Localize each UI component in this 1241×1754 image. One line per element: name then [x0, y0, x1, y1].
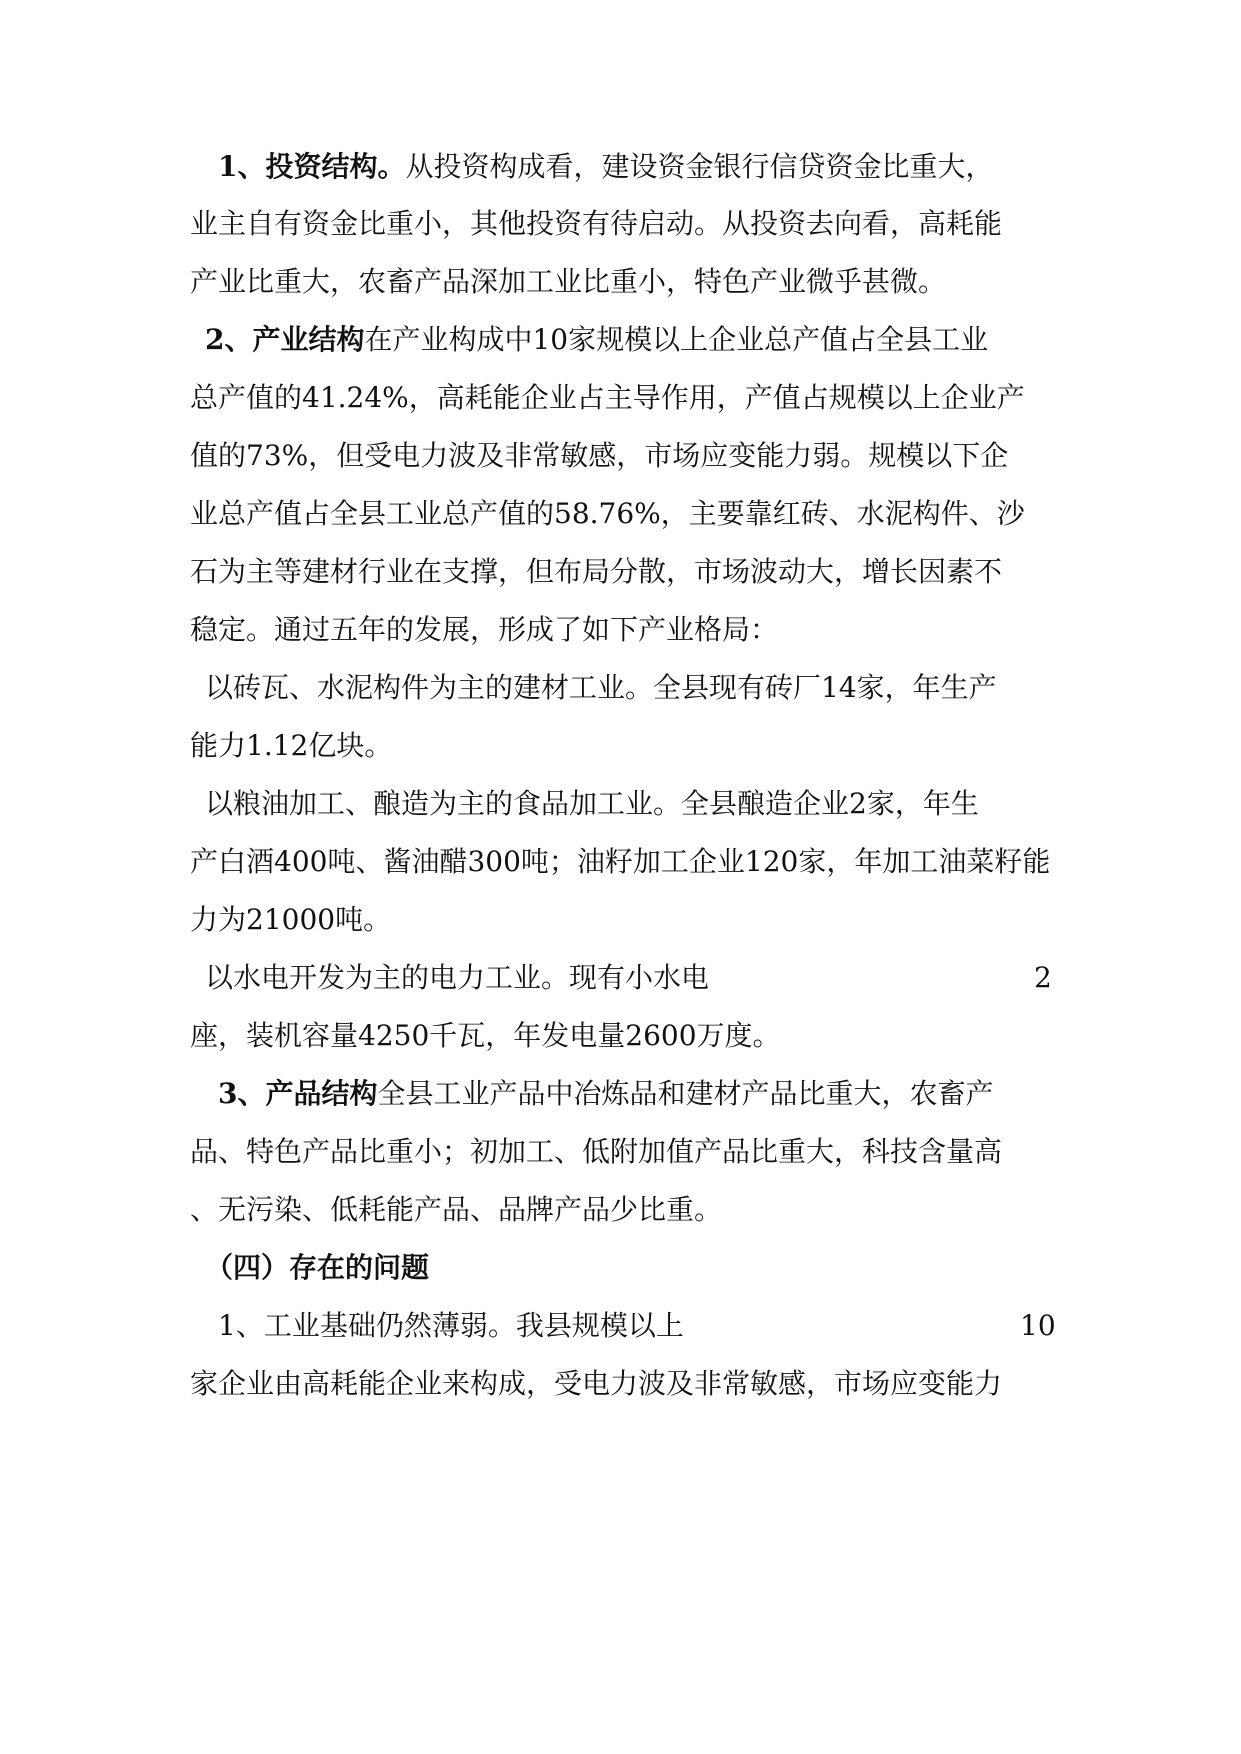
- para-text: 在产业构成中10家规模以上企业总产值占全县工业: [364, 323, 989, 356]
- para-problem-line-2: 家企业由高耗能企业来构成，受电力波及非常敏感，市场应变能力: [190, 1367, 1003, 1400]
- para-problem-number: 10: [1020, 1309, 1056, 1342]
- para-industry-line-4: 业总产值占全县工业总产值的58.76%，主要靠红砖、水泥构件、沙: [190, 497, 1025, 530]
- para-industry-line-2: 总产值的41.24%，高耗能企业占主导作用，产值占规模以上企业产: [190, 381, 1025, 414]
- para-building-line-2: 能力1.12亿块。: [190, 729, 393, 762]
- para-industry-line-3: 值的73%，但受电力波及非常敏感，市场应变能力弱。规模以下企: [190, 439, 1009, 472]
- para-building-line-1: 以砖瓦、水泥构件为主的建材工业。全县现有砖厂14家，年生产: [205, 671, 997, 704]
- para-product-line-3: 、无污染、低耗能产品、品牌产品少比重。: [190, 1193, 723, 1226]
- para-power-line-2: 座，装机容量4250千瓦，年发电量2600万度。: [190, 1019, 781, 1052]
- para-investment-line-1: [218, 147, 1078, 187]
- heading-industry-structure: 2、产业结构: [205, 323, 365, 356]
- para-food-line-3: 力为21000吨。: [190, 903, 392, 936]
- para-power-line-1: 以水电开发为主的电力工业。现有小水电: [205, 961, 710, 994]
- heading-investment-structure: 1、投资结构。: [218, 150, 406, 183]
- para-investment-line-3: 产业比重大，农畜产品深加工业比重小，特色产业微乎甚微。: [190, 265, 947, 298]
- para-text: 从投资构成看，建设资金银行信贷资金比重大，: [405, 150, 994, 183]
- para-text: 全县工业产品中冶炼品和建材产品比重大，农畜产: [377, 1077, 994, 1110]
- heading-product-structure: 3、产品结构: [218, 1077, 378, 1110]
- para-investment-line-2: 业主自有资金比重小，其他投资有待启动。从投资去向看，高耗能: [190, 207, 1003, 240]
- para-industry-line-5: 石为主等建材行业在支撑，但布局分散，市场波动大，增长因素不: [190, 555, 1003, 588]
- para-problem-line-1: 1、工业基础仍然薄弱。我县规模以上: [218, 1309, 684, 1342]
- para-industry-line-1: [205, 320, 1065, 360]
- para-food-line-1: 以粮油加工、酿造为主的食品加工业。全县酿造企业2家，年生: [205, 787, 979, 820]
- section-title-problems: （四）存在的问题: [205, 1251, 430, 1284]
- para-power-number: 2: [1034, 961, 1052, 994]
- para-food-line-2: 产白酒400吨、酱油醋300吨；油籽加工企业120家，年加工油菜籽能: [190, 845, 1051, 878]
- para-product-line-1: [218, 1074, 1078, 1114]
- para-product-line-2: 品、特色产品比重小；初加工、低附加值产品比重大，科技含量高: [190, 1135, 1003, 1168]
- para-industry-line-6: 稳定。通过五年的发展，形成了如下产业格局：: [190, 613, 779, 646]
